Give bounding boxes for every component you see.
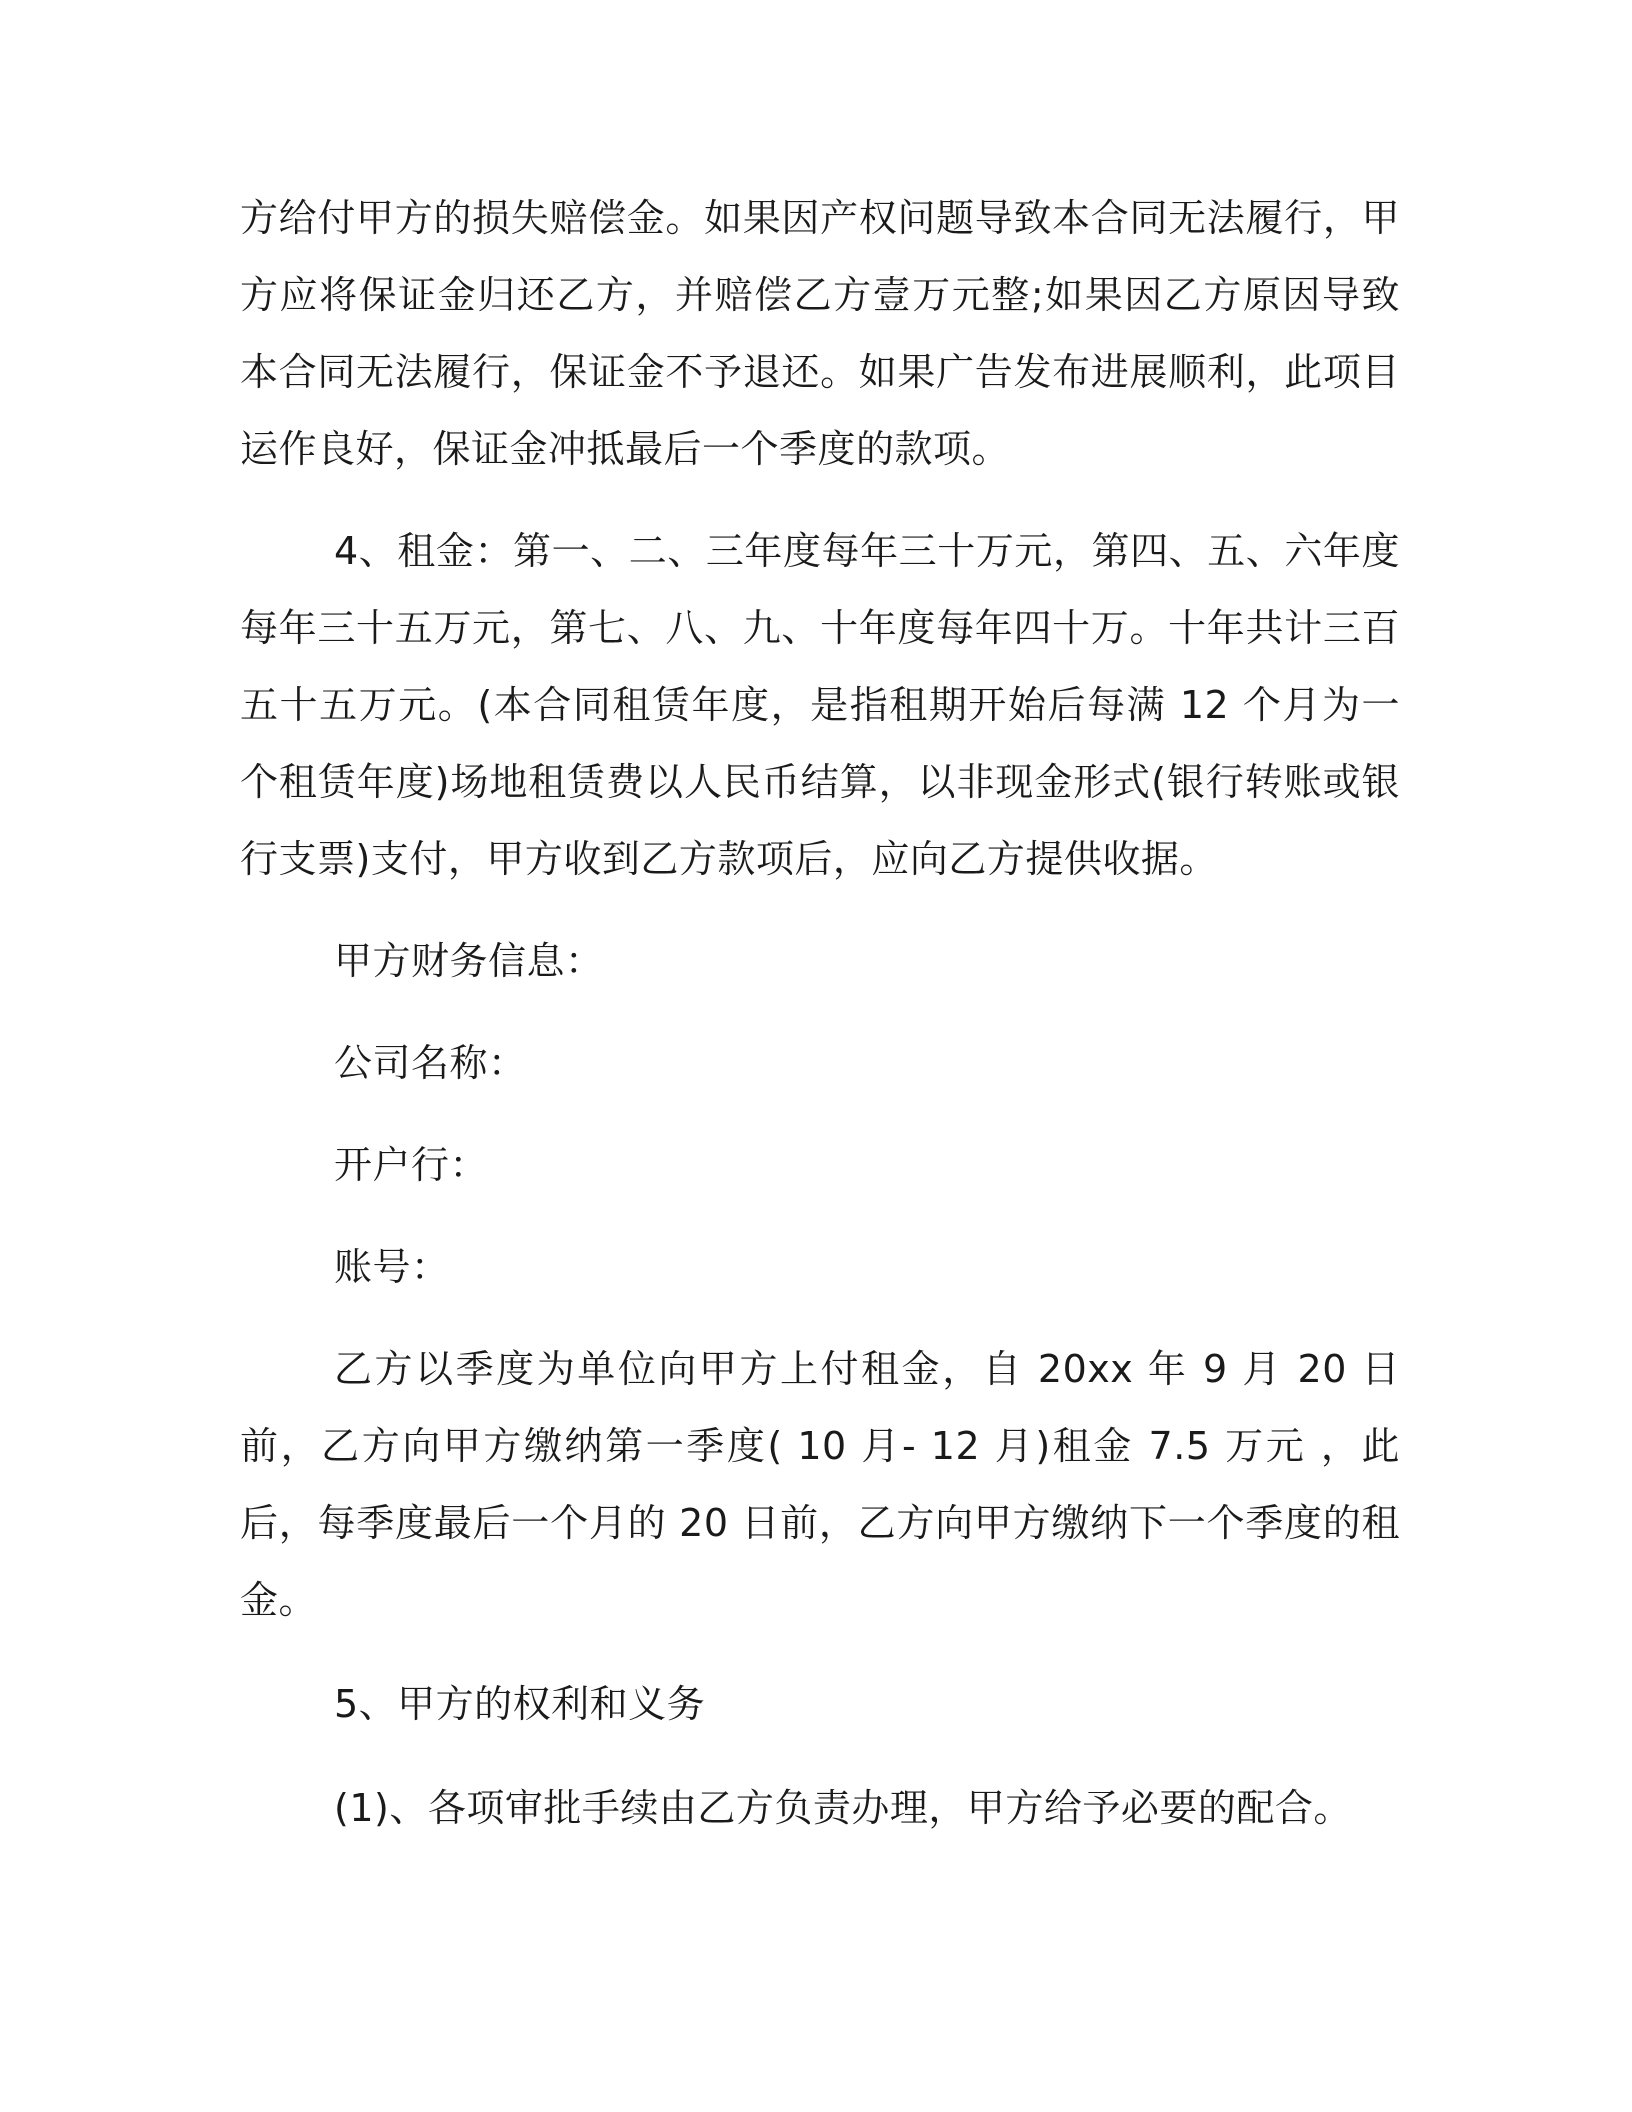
paragraph-party-a-rights-heading: 5、甲方的权利和义务	[334, 1682, 706, 1726]
paragraph-party-a-finance-heading: 甲方财务信息：	[334, 939, 604, 983]
paragraph-payment-schedule: 乙方以季度为单位向甲方上付租金，自 20xx 年 9 月 20 日前，乙方向甲方缴纳第一季度( 10 月- 12 月)租金 7.5 万元 ，此后，每季度最后一个月的 20 日前，乙方向甲方缴纳下一个季度的租金。	[240, 1347, 1400, 1622]
paragraph-company-name: 公司名称：	[334, 1041, 527, 1085]
paragraph-compensation-clause: 方给付甲方的损失赔偿金。如果因产权问题导致本合同无法履行，甲方应将保证金归还乙方，并赔偿乙方壹万元整;如果因乙方原因导致本合同无法履行，保证金不予退还。如果广告发布进展顺利，此项目运作良好，保证金冲抵最后一个季度的款项。	[240, 196, 1400, 471]
document-body	[240, 180, 1400, 1847]
paragraph-bank: 开户行：	[334, 1143, 489, 1187]
paragraph-rent-clause: 4、租金：第一、二、三年度每年三十万元，第四、五、六年度每年三十五万元，第七、八、九、十年度每年四十万。十年共计三百五十五万元。(本合同租赁年度，是指租期开始后每满 12 个月为一个租赁年度)场地租赁费以人民币结算，以非现金形式(银行转账或银行支票)支付，甲方收到乙方款项后，应向乙方提供收据。	[240, 529, 1400, 881]
paragraph-account-number: 账号：	[334, 1245, 450, 1289]
paragraph-approval-procedures: (1)、各项审批手续由乙方负责办理，甲方给予必要的配合。	[334, 1786, 1352, 1830]
